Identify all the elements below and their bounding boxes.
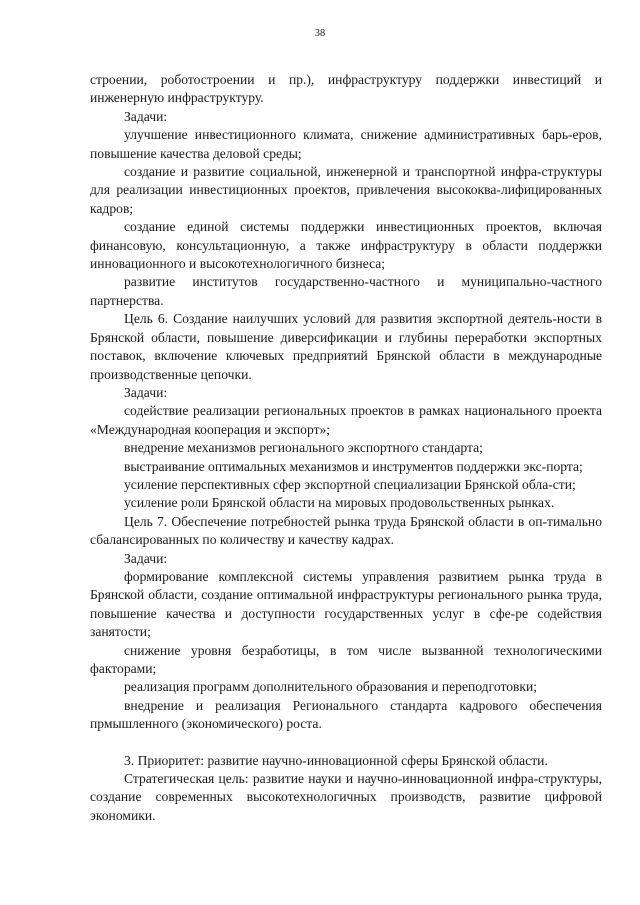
paragraph: содействие реализации региональных проектов в рамках национального проекта «Международная кооперация и экспорт»; xyxy=(90,403,602,437)
paragraph: создание и развитие социальной, инженерной и транспортной инфра-структуры для реализации инвестиционных проектов, привлечения высококва-лифицированных кадров; xyxy=(90,164,602,216)
document-body xyxy=(90,71,602,825)
paragraph: Задачи: xyxy=(124,108,168,124)
paragraph: Задачи: xyxy=(124,384,168,400)
paragraph: Цель 6. Создание наилучших условий для развития экспортной деятель-ности в Брянской области, повышение диверсификации и глубины переработки экспортных поставок, включение ключевых предприятий Брянской области в международные производственные цепочки. xyxy=(90,311,602,382)
paragraph: усиление роли Брянской области на мировых продовольственных рынках. xyxy=(124,495,555,511)
paragraph: реализация программ дополнительного образования и переподготовки; xyxy=(124,679,538,695)
paragraph: выстраивание оптимальных механизмов и инструментов поддержки экс-порта; xyxy=(124,458,583,474)
paragraph: внедрение механизмов регионального экспортного стандарта; xyxy=(124,440,483,456)
paragraph: усиление перспективных сфер экспортной специализации Брянской обла-сти; xyxy=(124,476,576,492)
paragraph: Задачи: xyxy=(124,550,168,566)
paragraph: 3. Приоритет: развитие научно-инновационной сферы Брянской области. xyxy=(124,752,548,768)
paragraph: формирование комплексной системы управления развитием рынка труда в Брянской области, создание оптимальной инфраструктуры регионального рынка труда, повышение качества и доступности государственных услуг в сфе-ре содействия занятости; xyxy=(90,568,602,640)
paragraph: Цель 7. Обеспечение потребностей рынка труда Брянской области в оп-тимально сбалансированных по количеству и качеству кадрах. xyxy=(90,513,602,548)
paragraph: улучшение инвестиционного климата, снижение административных барь-еров, повышение качества деловой среды; xyxy=(90,127,602,161)
paragraph: строении, роботостроении и пр.), инфраструктуру поддержки инвестиций и инженерную инфраструктуру. xyxy=(90,72,602,106)
paragraph: внедрение и реализация Регионального стандарта кадрового обеспечения прмышленного (экономического) роста. xyxy=(90,697,602,732)
paragraph: Стратегическая цель: развитие науки и научно-инновационной инфра-структуры, создание современных высокотехнологичных производств, развитие цифровой экономики. xyxy=(90,771,602,823)
paragraph: снижение уровня безработицы, в том числе вызванной технологическими факторами; xyxy=(90,642,602,676)
paragraph: создание единой системы поддержки инвестиционных проектов, включая финансовую, консультационную, а также инфраструктуру в области поддержки инновационного и высокотехнологичного бизнеса; xyxy=(90,219,602,272)
page-number: 38 xyxy=(314,28,326,39)
paragraph: развитие институтов государственно-частного и муниципально-частного партнерства. xyxy=(90,274,602,308)
